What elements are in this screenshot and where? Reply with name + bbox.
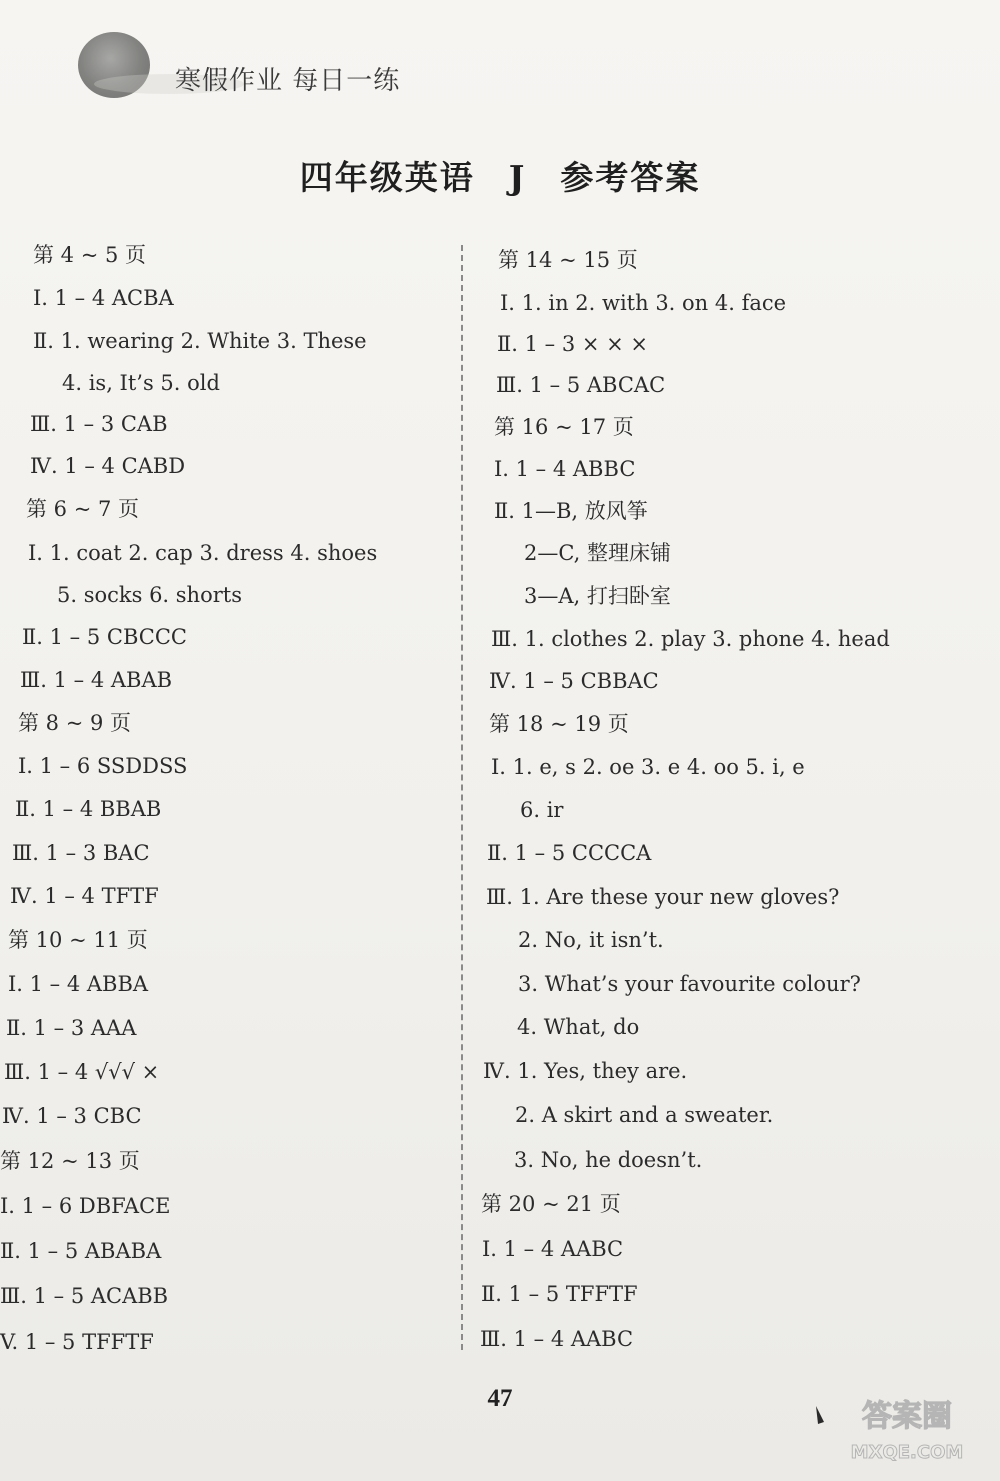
answer-line: Ⅱ. 1 – 3 × × × bbox=[497, 332, 649, 356]
answer-line: Ⅳ. 1 – 3 CBC bbox=[2, 1104, 142, 1128]
answer-line: Ⅲ. 1 – 3 BAC bbox=[12, 841, 150, 865]
answer-line: 3. No, he doesn’t. bbox=[514, 1148, 703, 1172]
answer-line: Ⅰ. 1. coat 2. cap 3. dress 4. shoes bbox=[28, 541, 378, 565]
answer-line: 2. A skirt and a sweater. bbox=[515, 1103, 774, 1127]
answer-line: 2. No, it isn’t. bbox=[518, 928, 664, 952]
answer-line: Ⅳ. 1 – 5 CBBAC bbox=[489, 669, 659, 693]
answer-line: Ⅲ. 1 – 4 √√√ × bbox=[4, 1060, 160, 1084]
section-heading: 第 20 ~ 21 页 bbox=[481, 1192, 621, 1216]
answer-line: Ⅱ. 1 – 4 BBAB bbox=[15, 797, 162, 821]
svg-text:MXQE.COM: MXQE.COM bbox=[850, 1442, 964, 1463]
answer-line: 4. What, do bbox=[517, 1015, 640, 1039]
answer-line: Ⅱ. 1—B, 放风筝 bbox=[494, 499, 648, 523]
answer-line: Ⅲ. 1 – 4 ABAB bbox=[20, 668, 173, 692]
watermark-text: 答案圈 bbox=[862, 1399, 952, 1434]
answer-line: Ⅰ. 1 – 4 AABC bbox=[482, 1237, 624, 1261]
answer-line: Ⅰ. 1 – 4 ACBA bbox=[33, 286, 174, 310]
section-heading: 第 18 ~ 19 页 bbox=[489, 712, 629, 736]
document-title bbox=[0, 152, 1000, 199]
answer-line: Ⅰ. 1 – 6 SSDDSS bbox=[18, 754, 188, 778]
section-heading: 第 14 ~ 15 页 bbox=[498, 248, 638, 272]
answer-line: Ⅱ. 1 – 5 CCCCA bbox=[487, 841, 652, 865]
answer-line: 5. socks 6. shorts bbox=[57, 583, 242, 607]
answer-line: 6. ir bbox=[520, 798, 564, 822]
answer-line: Ⅲ. 1 – 5 ABCAC bbox=[496, 373, 666, 397]
section-heading: 第 6 ~ 7 页 bbox=[26, 497, 140, 521]
column-divider bbox=[461, 245, 463, 1350]
answer-line: Ⅰ. 1. e, s 2. oe 3. e 4. oo 5. i, e bbox=[491, 755, 805, 779]
answer-line: Ⅱ. 1 – 5 ABABA bbox=[0, 1239, 162, 1263]
header-decoration bbox=[78, 32, 150, 98]
section-heading: 第 4 ~ 5 页 bbox=[33, 243, 147, 267]
answer-line: 2—C, 整理床铺 bbox=[524, 541, 672, 565]
title-subject: 四年级英语 bbox=[299, 158, 475, 197]
section-heading: 第 10 ~ 11 页 bbox=[8, 928, 148, 952]
answer-line: Ⅳ. 1 – 4 CABD bbox=[30, 454, 186, 478]
corner-decoration bbox=[780, 1400, 840, 1430]
answer-line: 4. is, It’s 5. old bbox=[62, 371, 220, 395]
header-title: 寒假作业 每日一练 bbox=[175, 66, 401, 96]
answer-line: Ⅰ. 1. in 2. with 3. on 4. face bbox=[500, 291, 787, 315]
title-answers: 参考答案 bbox=[560, 158, 701, 197]
answer-line: 3. What’s your favourite colour? bbox=[518, 972, 861, 996]
section-heading: 第 16 ~ 17 页 bbox=[494, 415, 634, 439]
answer-line: Ⅲ. 1. Are these your new gloves? bbox=[486, 885, 840, 909]
title-edition: J bbox=[508, 158, 527, 197]
answer-line: Ⅳ. 1. Yes, they are. bbox=[483, 1059, 688, 1083]
answer-line: Ⅳ. 1 – 4 TFTF bbox=[10, 884, 159, 908]
answer-line: Ⅱ. 1 – 3 AAA bbox=[6, 1016, 137, 1040]
page-number: 47 bbox=[487, 1385, 513, 1412]
answer-line: Ⅲ. 1 – 3 CAB bbox=[30, 412, 168, 436]
answer-line: Ⅱ. 1 – 5 TFFTF bbox=[481, 1282, 638, 1306]
answer-line: Ⅰ. 1 – 6 DBFACE bbox=[0, 1194, 171, 1218]
answer-line: Ⅲ. 1. clothes 2. play 3. phone 4. head bbox=[491, 627, 890, 651]
answer-line: Ⅰ. 1 – 4 ABBC bbox=[494, 457, 636, 481]
section-heading: 第 8 ~ 9 页 bbox=[18, 711, 132, 735]
watermark-logo bbox=[822, 1388, 992, 1468]
answer-line: Ⅲ. 1 – 4 AABC bbox=[480, 1327, 634, 1351]
answer-line: Ⅱ. 1 – 5 CBCCC bbox=[22, 625, 187, 649]
answer-line: Ⅲ. 1 – 5 ACABB bbox=[0, 1284, 169, 1308]
answer-line: 3—A, 打扫卧室 bbox=[524, 584, 671, 608]
answer-line: Ⅰ. 1 – 4 ABBA bbox=[8, 972, 149, 996]
section-heading: 第 12 ~ 13 页 bbox=[0, 1149, 140, 1173]
answer-line: Ⅱ. 1. wearing 2. White 3. These bbox=[33, 329, 367, 353]
answer-line: V. 1 – 5 TFFTF bbox=[0, 1330, 154, 1354]
